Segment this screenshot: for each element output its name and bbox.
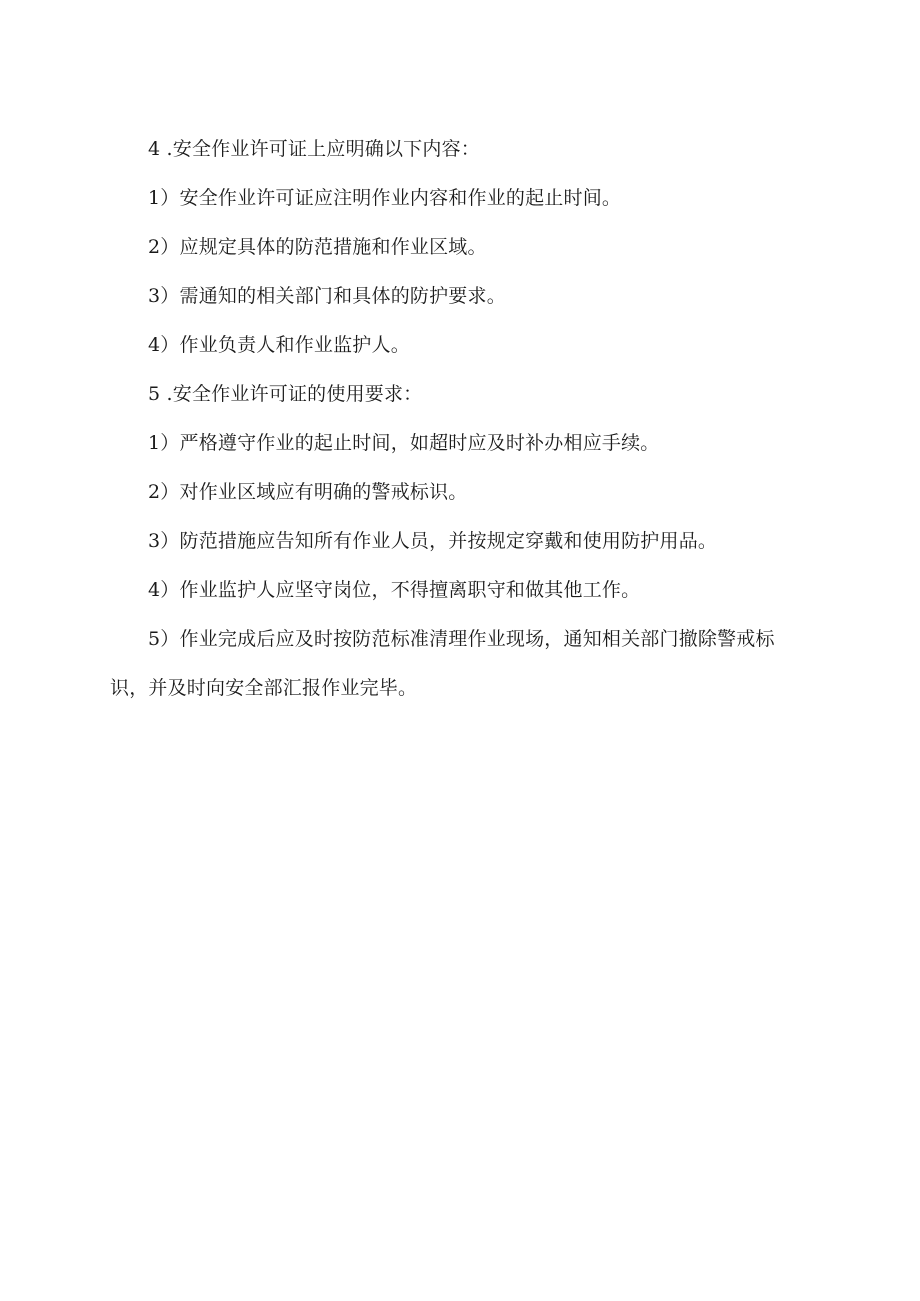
list-item: 3）防范措施应告知所有作业人员，并按规定穿戴和使用防护用品。 (148, 530, 718, 552)
section-heading-4: 4 .安全作业许可证上应明确以下内容： (148, 138, 480, 160)
list-item: 4）作业监护人应坚守岗位，不得擅离职守和做其他工作。 (148, 579, 641, 601)
document-body (110, 125, 810, 713)
list-item: 4）作业负责人和作业监护人。 (148, 334, 410, 356)
section-heading-5: 5 .安全作业许可证的使用要求： (148, 383, 423, 405)
list-item: 1）安全作业许可证应注明作业内容和作业的起止时间。 (148, 187, 622, 209)
list-item: 2）对作业区域应有明确的警戒标识。 (148, 481, 468, 503)
list-item: 1）严格遵守作业的起止时间，如超时应及时补办相应手续。 (148, 432, 660, 454)
list-item: 3）需通知的相关部门和具体的防护要求。 (148, 285, 506, 307)
list-item: 2）应规定具体的防范措施和作业区域。 (148, 236, 487, 258)
list-item: 5）作业完成后应及时按防范标准清理作业现场，通知相关部门撤除警戒标识，并及时向安全部汇报作业完毕。 (110, 628, 775, 699)
